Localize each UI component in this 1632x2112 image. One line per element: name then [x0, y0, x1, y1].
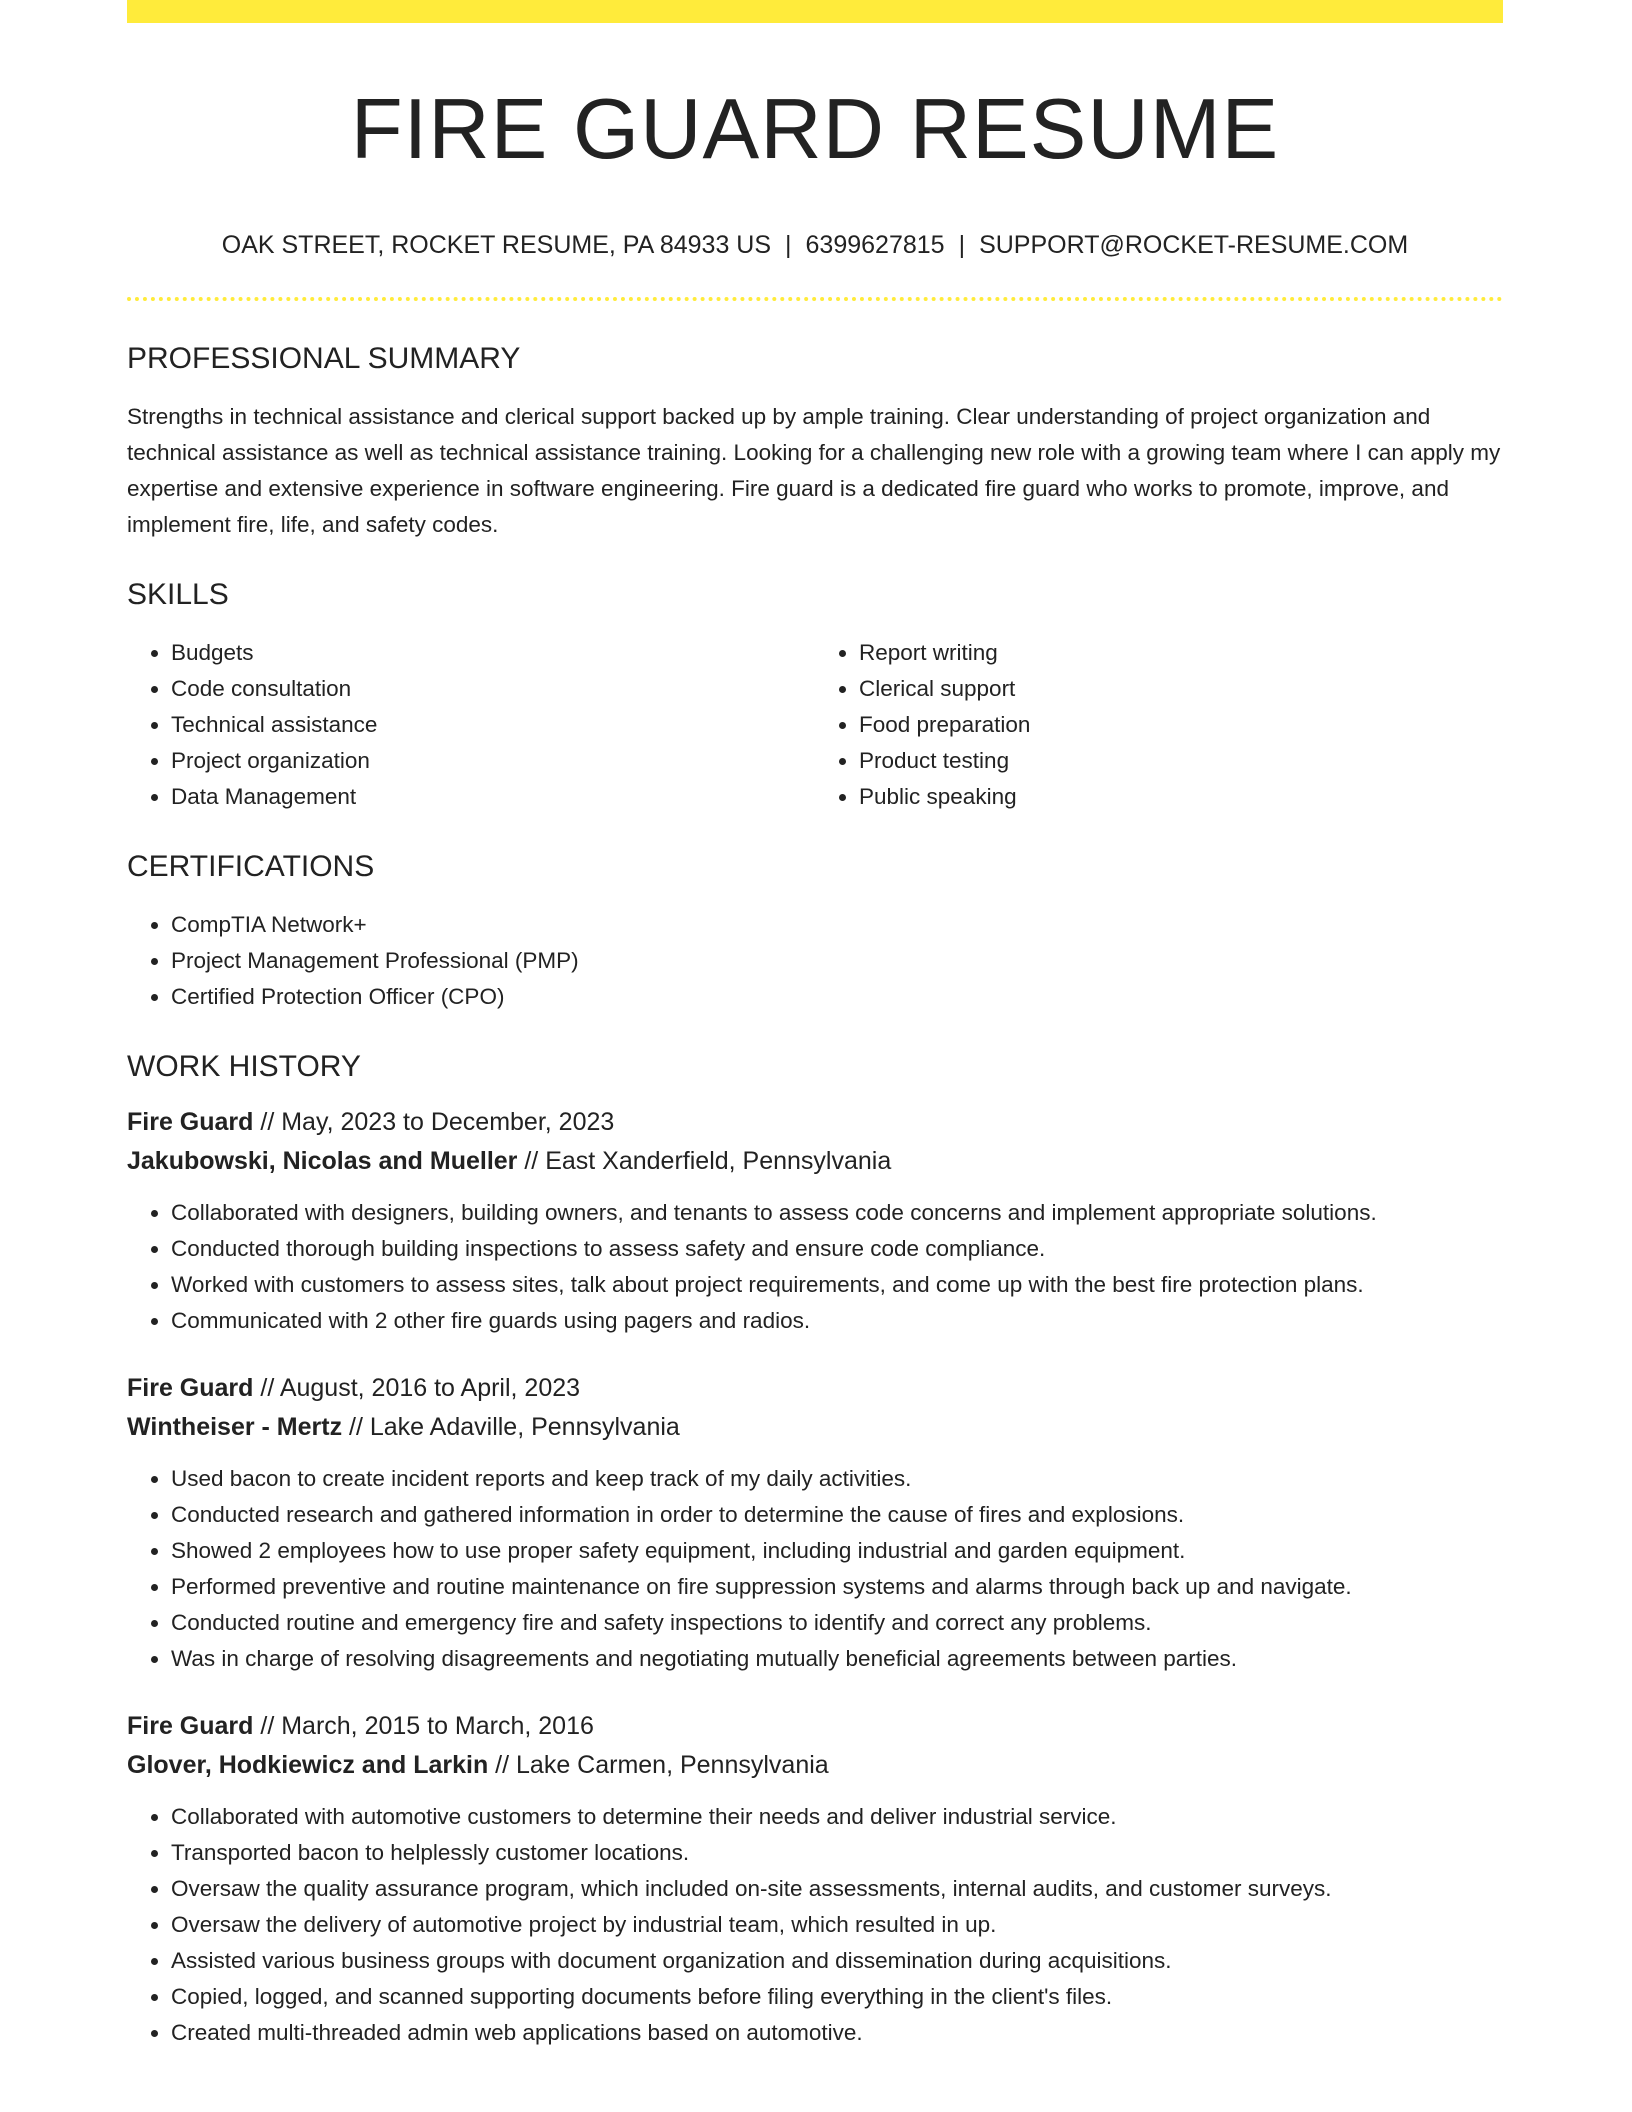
job-bullet: • Conducted thorough building inspections to assess safety and ensure code compliance. — [171, 1231, 1503, 1267]
job-separator: // — [253, 1712, 282, 1740]
skills-left-list — [127, 635, 815, 815]
skills-columns — [127, 635, 1503, 815]
job-location: East Xanderfield, Pennsylvania — [545, 1147, 892, 1175]
work-history-heading: WORK HISTORY — [127, 1050, 361, 1083]
job-separator: // — [342, 1413, 370, 1441]
skill-item: • Product testing — [859, 743, 1503, 779]
resume-page — [127, 0, 1503, 2051]
dotted-divider — [127, 297, 1503, 301]
skill-item: • Data Management — [171, 779, 815, 815]
skill-item: • Report writing — [859, 635, 1503, 671]
job-company: Jakubowski, Nicolas and Mueller — [127, 1147, 518, 1175]
job-bullet: • Used bacon to create incident reports and keep track of my daily activities. — [171, 1461, 1503, 1497]
contact-separator: | — [958, 231, 966, 259]
certification-item: • Project Management Professional (PMP) — [171, 943, 1503, 979]
job-location: Lake Adaville, Pennsylvania — [369, 1413, 680, 1441]
job-company-line — [127, 1142, 1503, 1181]
job-company: Wintheiser - Mertz — [127, 1413, 343, 1441]
job-bullet: • Copied, logged, and scanned supporting documents before filing everything in the client's files. — [171, 1979, 1503, 2015]
job-bullets — [127, 1799, 1503, 2051]
job-bullet: • Assisted various business groups with document organization and dissemination during acquisitions. — [171, 1943, 1503, 1979]
contact-separator: | — [785, 231, 792, 259]
job-bullet: • Created multi-threaded admin web applications based on automotive. — [171, 2015, 1503, 2051]
phone: 6399627815 — [805, 231, 945, 259]
job-bullets — [127, 1195, 1503, 1339]
job-bullet: • Showed 2 employees how to use proper safety equipment, including industrial and garden equipment. — [171, 1533, 1503, 1569]
job-separator: // — [517, 1147, 546, 1175]
job-bullets — [127, 1461, 1503, 1677]
email: SUPPORT@ROCKET-RESUME.COM — [979, 231, 1409, 259]
job-entry — [127, 1103, 1503, 1339]
skill-item: • Budgets — [171, 635, 815, 671]
job-bullet: • Oversaw the quality assurance program, which included on-site assessments, internal audits, and customer surveys. — [171, 1871, 1503, 1907]
skill-item: • Code consultation — [171, 671, 815, 707]
skill-item: • Public speaking — [859, 779, 1503, 815]
skill-item: • Food preparation — [859, 707, 1503, 743]
address: OAK STREET, ROCKET RESUME, PA 84933 US — [221, 231, 772, 259]
job-dates: March, 2015 to March, 2016 — [281, 1712, 594, 1740]
resume-title: FIRE GUARD RESUME — [350, 82, 1280, 177]
job-role: Fire Guard — [127, 1712, 254, 1740]
job-separator: // — [488, 1751, 517, 1779]
job-dates: August, 2016 to April, 2023 — [279, 1374, 581, 1402]
job-entry — [127, 1369, 1503, 1677]
job-bullet: • Performed preventive and routine maintenance on fire suppression systems and alarms through back up and navigate. — [171, 1569, 1503, 1605]
certifications-list — [127, 907, 1503, 1015]
job-bullet: • Collaborated with designers, building owners, and tenants to assess code concerns and implement appropriate solutions. — [171, 1195, 1503, 1231]
job-bullet: • Oversaw the delivery of automotive project by industrial team, which resulted in up. — [171, 1907, 1503, 1943]
job-role-line — [127, 1707, 1503, 1746]
certifications-heading: CERTIFICATIONS — [127, 850, 375, 883]
skill-item: • Technical assistance — [171, 707, 815, 743]
job-role-line — [127, 1103, 1503, 1142]
job-dates: May, 2023 to December, 2023 — [281, 1108, 615, 1136]
job-role: Fire Guard — [127, 1108, 254, 1136]
job-bullet: • Conducted routine and emergency fire and safety inspections to identify and correct any problems. — [171, 1605, 1503, 1641]
accent-bar — [127, 0, 1503, 23]
certification-item: • Certified Protection Officer (CPO) — [171, 979, 1503, 1015]
job-bullet: • Communicated with 2 other fire guards using pagers and radios. — [171, 1303, 1503, 1339]
skill-item: • Project organization — [171, 743, 815, 779]
summary-text: Strengths in technical assistance and clerical support backed up by ample training. Clear understanding of project organization and technical assistance as well as technical assistance training. Looking for a challenging new role with a growing team where I can apply my expertise and extensive experience in software engineering. Fire guard is a dedicated fire guard who works to promote, improve, and implement fire, life, and safety codes. — [127, 404, 1501, 537]
summary-heading: PROFESSIONAL SUMMARY — [127, 342, 521, 375]
job-bullet: • Conducted research and gathered information in order to determine the cause of fires and explosions. — [171, 1497, 1503, 1533]
skills-right-list — [815, 635, 1503, 815]
job-company-line — [127, 1746, 1503, 1785]
job-company: Glover, Hodkiewicz and Larkin — [127, 1751, 489, 1779]
job-entry — [127, 1707, 1503, 2051]
certification-item: • CompTIA Network+ — [171, 907, 1503, 943]
job-location: Lake Carmen, Pennsylvania — [516, 1751, 829, 1779]
job-bullet: • Transported bacon to helplessly customer locations. — [171, 1835, 1503, 1871]
job-role-line — [127, 1369, 1503, 1408]
job-role: Fire Guard — [127, 1374, 254, 1402]
job-bullet: • Collaborated with automotive customers to determine their needs and deliver industrial service. — [171, 1799, 1503, 1835]
skill-item: • Clerical support — [859, 671, 1503, 707]
job-separator: // — [253, 1108, 282, 1136]
job-separator: // — [253, 1374, 280, 1402]
job-bullet: • Worked with customers to assess sites, talk about project requirements, and come up with the best fire protection plans. — [171, 1267, 1503, 1303]
job-bullet: • Was in charge of resolving disagreements and negotiating mutually beneficial agreements between parties. — [171, 1641, 1503, 1677]
skills-heading: SKILLS — [127, 578, 229, 611]
job-company-line — [127, 1408, 1503, 1447]
contact-line — [127, 230, 1503, 260]
